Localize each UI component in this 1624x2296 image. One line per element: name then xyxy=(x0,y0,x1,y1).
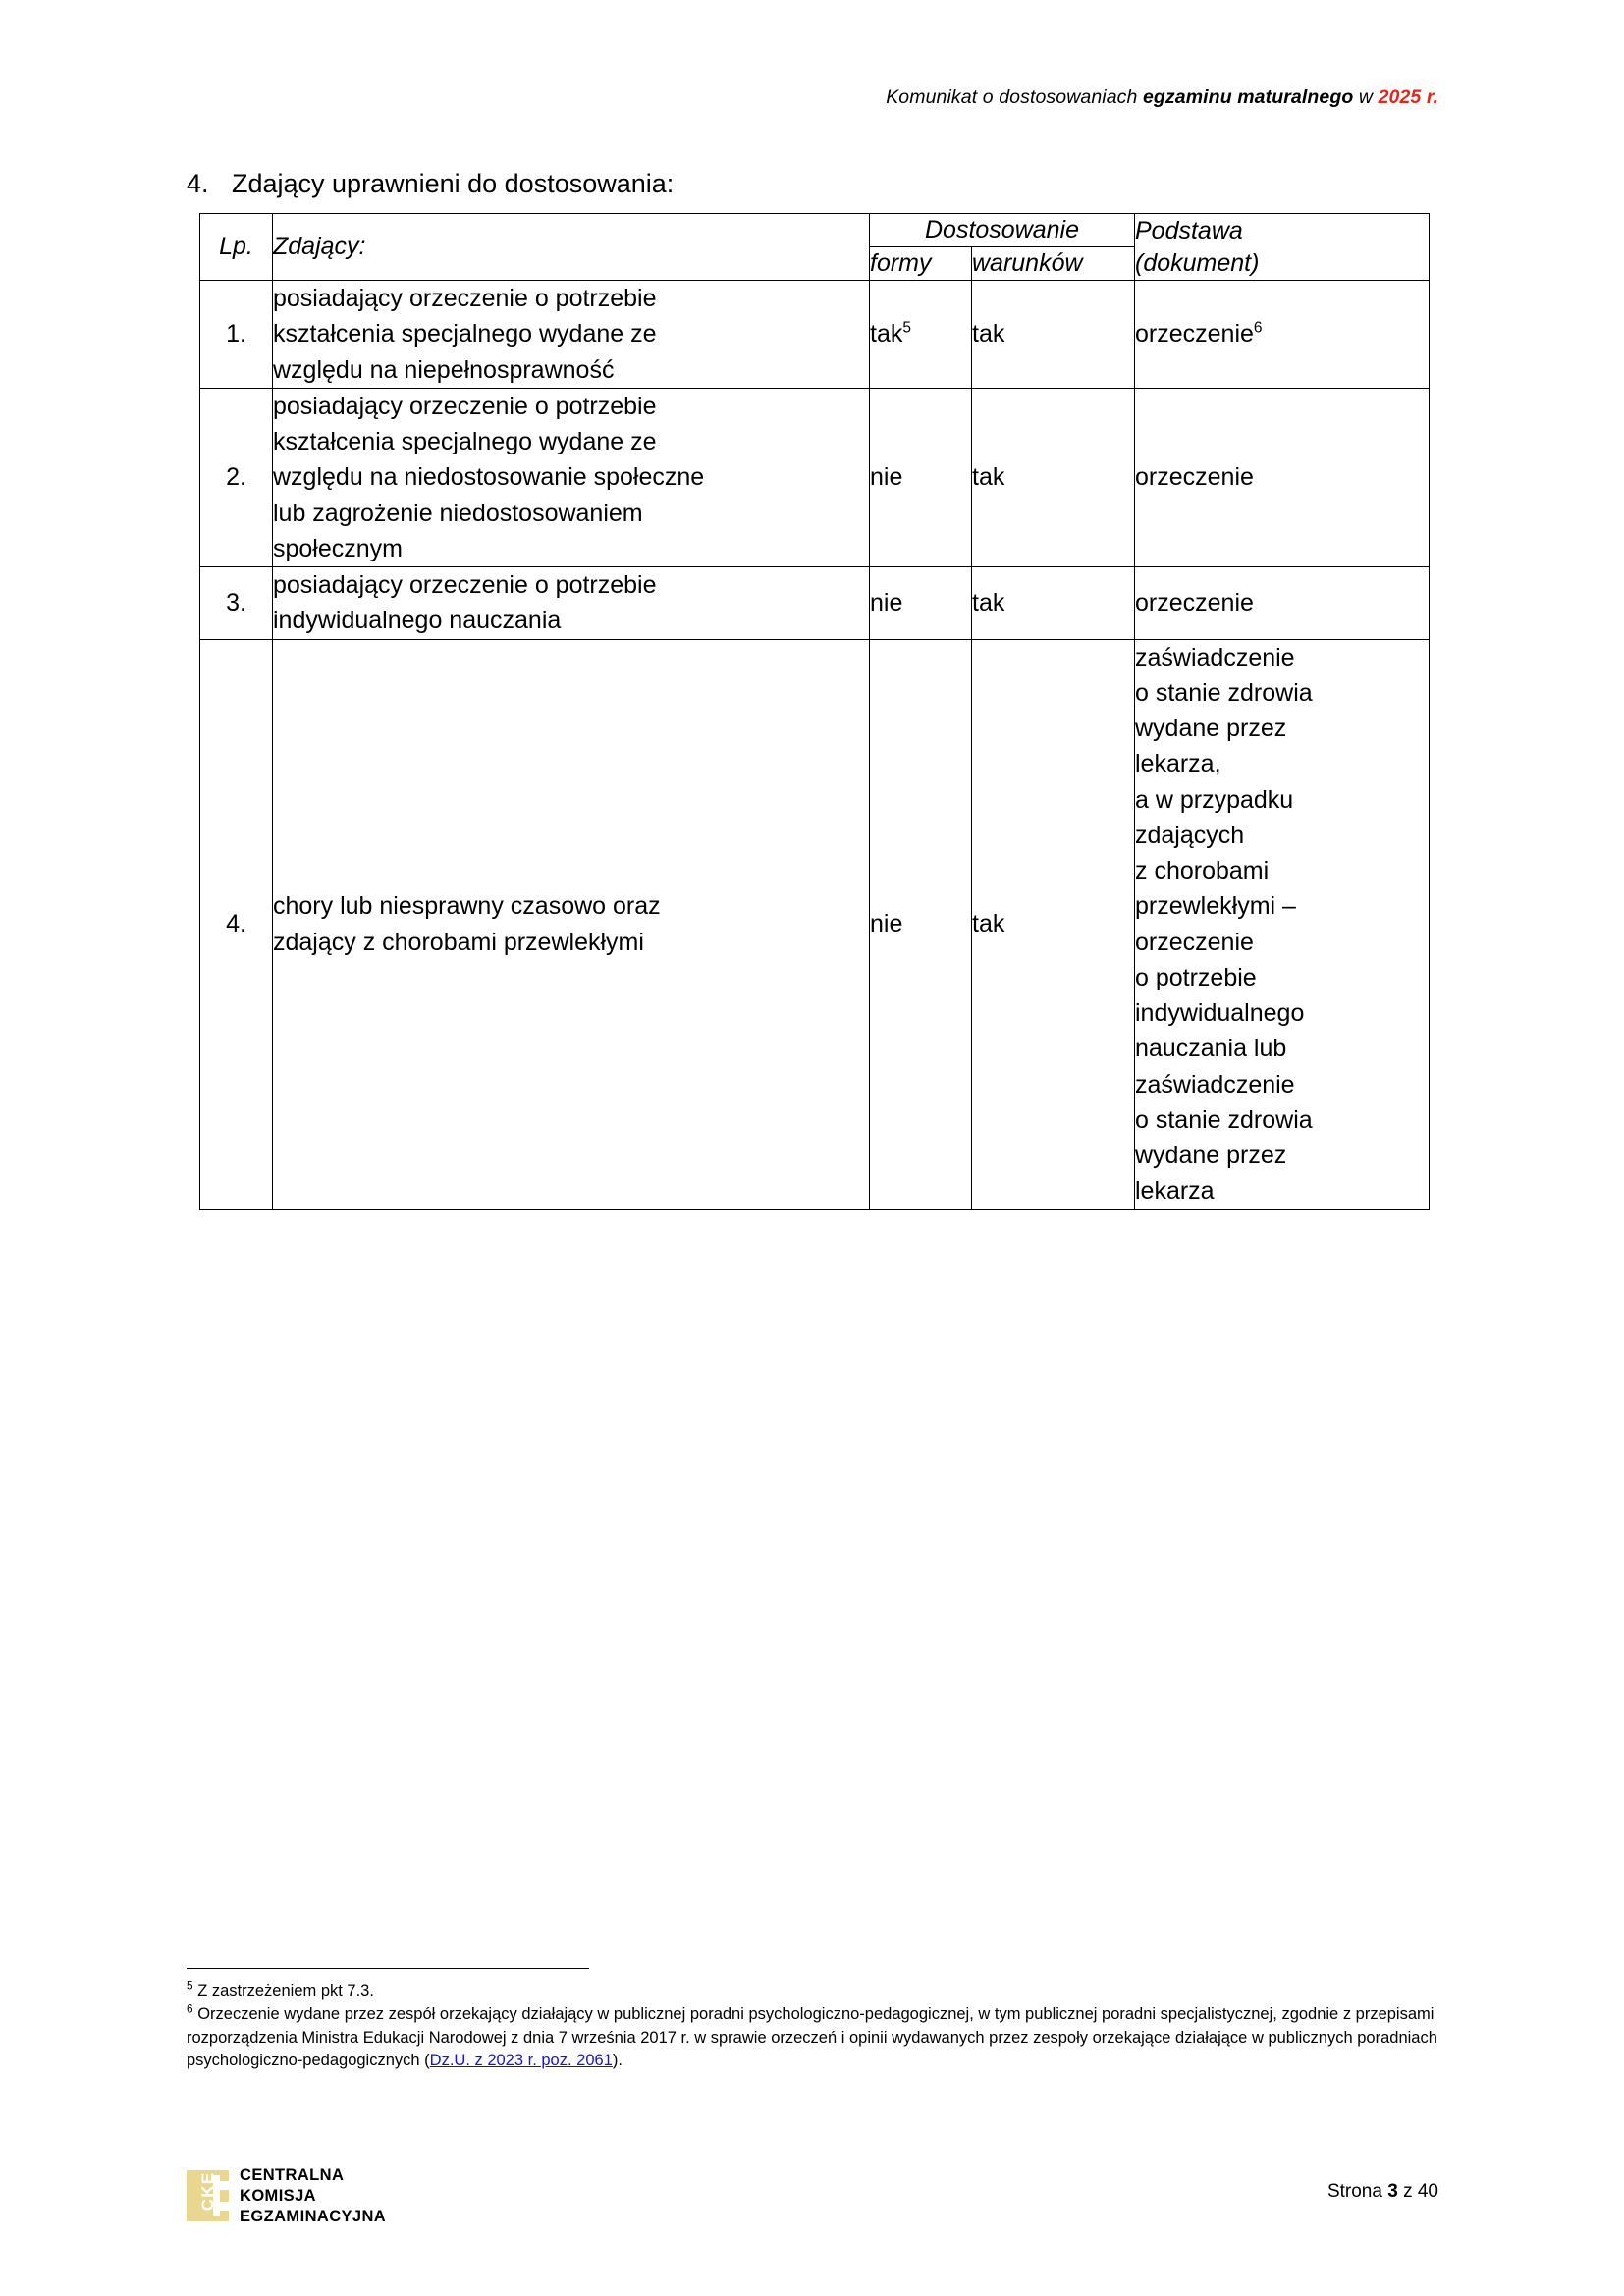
row1-formy-value: tak xyxy=(870,320,903,348)
cke-logo-notch-top xyxy=(220,2181,229,2190)
row4-podstawa-line14: o stanie zdrowia xyxy=(1135,1105,1313,1134)
footnote-5-text: Z zastrzeżeniem pkt 7.3. xyxy=(197,1982,374,2000)
row4-podstawa-line8: przewlekłymi – xyxy=(1135,892,1296,921)
row3-formy: nie xyxy=(870,567,972,640)
row3-zdajacy xyxy=(273,567,870,640)
row1-formy xyxy=(870,281,972,389)
row3-podstawa: orzeczenie xyxy=(1135,567,1430,640)
row2-zdajacy-line4: lub zagrożenie niedostosowaniem xyxy=(273,499,643,527)
row1-podstawa xyxy=(1135,281,1430,389)
row2-zdajacy-line2: kształcenia specjalnego wydane ze xyxy=(273,428,657,455)
footnote-6-marker: 6 xyxy=(187,2002,193,2016)
row2-zdajacy-line3: względu na niedostosowanie społeczne xyxy=(273,463,705,492)
row2-zdajacy-line1: posiadający orzeczenie o potrzebie xyxy=(273,392,657,420)
row4-podstawa-line9: orzeczenie xyxy=(1135,928,1254,956)
row4-podstawa-line3: wydane przez xyxy=(1135,715,1287,742)
row1-podstawa-value: orzeczenie xyxy=(1135,320,1254,348)
adaptations-table-wrapper xyxy=(199,213,1429,1210)
page-number-middle: z xyxy=(1397,2181,1418,2202)
row4-zdajacy-line1: chory lub niesprawny czasowo oraz xyxy=(273,892,661,921)
row4-podstawa-line12: nauczania lub xyxy=(1135,1035,1287,1063)
section-number: 4. xyxy=(187,169,209,198)
col-header-zdajacy: Zdający: xyxy=(273,214,870,281)
row4-podstawa-line2: o stanie zdrowia xyxy=(1135,678,1313,707)
page-number-total: 40 xyxy=(1417,2181,1438,2202)
cke-logo xyxy=(187,2165,386,2227)
row3-warunkow: tak xyxy=(972,567,1135,640)
adaptations-table xyxy=(199,213,1430,1210)
table-row xyxy=(200,281,1430,389)
table-row xyxy=(200,388,1430,566)
table-row xyxy=(200,567,1430,640)
row4-zdajacy-line2: zdający z chorobami przewlekłymi xyxy=(273,928,644,956)
row4-zdajacy xyxy=(273,639,870,1209)
header-exam-name: egzaminu maturalnego xyxy=(1142,86,1354,108)
row3-zdajacy-line2: indywidualnego nauczania xyxy=(273,607,562,635)
cke-logo-text xyxy=(240,2165,386,2227)
footnotes-block xyxy=(187,1980,1443,2073)
page-number xyxy=(1129,2181,1438,2203)
row2-zdajacy-line5: społecznym xyxy=(273,534,403,562)
footnote-6-text-after: ). xyxy=(612,2052,623,2070)
row3-zdajacy-line1: posiadający orzeczenie o potrzebie xyxy=(273,571,657,599)
row4-podstawa-line15: wydane przez xyxy=(1135,1142,1287,1169)
header-year: 2025 r. xyxy=(1378,86,1438,108)
cke-logo-text-line3: EGZAMINACYJNA xyxy=(240,2207,387,2225)
row2-lp: 2. xyxy=(200,388,273,566)
header-middle: w xyxy=(1353,86,1379,108)
row2-warunkow: tak xyxy=(972,388,1135,566)
row2-zdajacy xyxy=(273,388,870,566)
row4-podstawa-line4: lekarza, xyxy=(1135,750,1221,778)
col-header-podstawa-line1: Podstawa xyxy=(1135,216,1243,244)
section-title: Zdający uprawnieni do dostosowania: xyxy=(232,169,675,198)
row4-podstawa-line6: zdających xyxy=(1135,821,1245,849)
footnote-separator xyxy=(187,1968,589,1969)
cke-logo-text-line1: CENTRALNA xyxy=(240,2166,345,2184)
row4-podstawa xyxy=(1135,639,1430,1209)
row2-formy: nie xyxy=(870,388,972,566)
row3-lp: 3. xyxy=(200,567,273,640)
row4-warunkow: tak xyxy=(972,639,1135,1209)
row4-podstawa-line1: zaświadczenie xyxy=(1135,643,1295,671)
footnote-6-link[interactable]: Dz.U. z 2023 r. poz. 2061 xyxy=(429,2052,613,2070)
cke-logo-mark-icon xyxy=(187,2170,229,2221)
cke-logo-letters: CKE xyxy=(198,2172,217,2212)
row2-podstawa: orzeczenie xyxy=(1135,388,1430,566)
row4-podstawa-line11: indywidualnego xyxy=(1135,999,1305,1027)
cke-logo-notch-bottom xyxy=(220,2202,229,2211)
row4-lp: 4. xyxy=(200,639,273,1209)
section-heading xyxy=(187,169,674,199)
row4-podstawa-line5: a w przypadku xyxy=(1135,785,1294,814)
cke-logo-text-line2: KOMISJA xyxy=(240,2186,316,2205)
page-number-prefix: Strona xyxy=(1326,2181,1388,2202)
footnote-6 xyxy=(187,2003,1443,2073)
page-number-current: 3 xyxy=(1387,2181,1398,2202)
col-header-formy: formy xyxy=(870,247,972,281)
header-prefix: Komunikat o dostosowaniach xyxy=(886,86,1143,108)
table-row xyxy=(200,639,1430,1209)
row1-warunkow: tak xyxy=(972,281,1135,389)
running-header xyxy=(187,86,1438,109)
row1-formy-footnote-ref: 5 xyxy=(902,319,911,337)
footnote-6-text: Orzeczenie wydane przez zespół orzekający działający w publicznej poradni psychologiczno-pedagogicznej, w tym publicznej poradni specjalistycznej, zgodnie z przepisami rozporządzenia Ministra Edukacji Narodowej z dnia 7 września 2017 r. w sprawie orzeczeń i opinii wydawanych przez zespoły orzekające działające w publicznych poradniach psychologiczno-pedagogicznych ( xyxy=(187,2004,1437,2070)
footnote-5 xyxy=(187,1980,1443,2003)
row1-lp: 1. xyxy=(200,281,273,389)
table-header-row-1 xyxy=(200,214,1430,247)
col-header-dostosowanie: Dostosowanie xyxy=(870,214,1135,247)
col-header-podstawa-line2: (dokument) xyxy=(1135,248,1260,277)
row1-zdajacy-line1: posiadający orzeczenie o potrzebie xyxy=(273,285,657,312)
row4-podstawa-line16: lekarza xyxy=(1135,1177,1215,1205)
col-header-warunkow: warunków xyxy=(972,247,1135,281)
row1-zdajacy-line3: względu na niepełnosprawność xyxy=(273,355,615,384)
row1-zdajacy xyxy=(273,281,870,389)
row4-podstawa-line10: o potrzebie xyxy=(1135,963,1257,991)
row4-podstawa-line7: z chorobami xyxy=(1135,857,1270,884)
row4-podstawa-line13: zaświadczenie xyxy=(1135,1070,1295,1098)
row1-podstawa-footnote-ref: 6 xyxy=(1253,319,1263,337)
footnote-5-marker: 5 xyxy=(187,1978,193,1993)
col-header-lp: Lp. xyxy=(200,214,273,281)
row4-formy: nie xyxy=(870,639,972,1209)
col-header-podstawa xyxy=(1135,214,1430,281)
row1-zdajacy-line2: kształcenia specjalnego wydane ze xyxy=(273,320,657,348)
